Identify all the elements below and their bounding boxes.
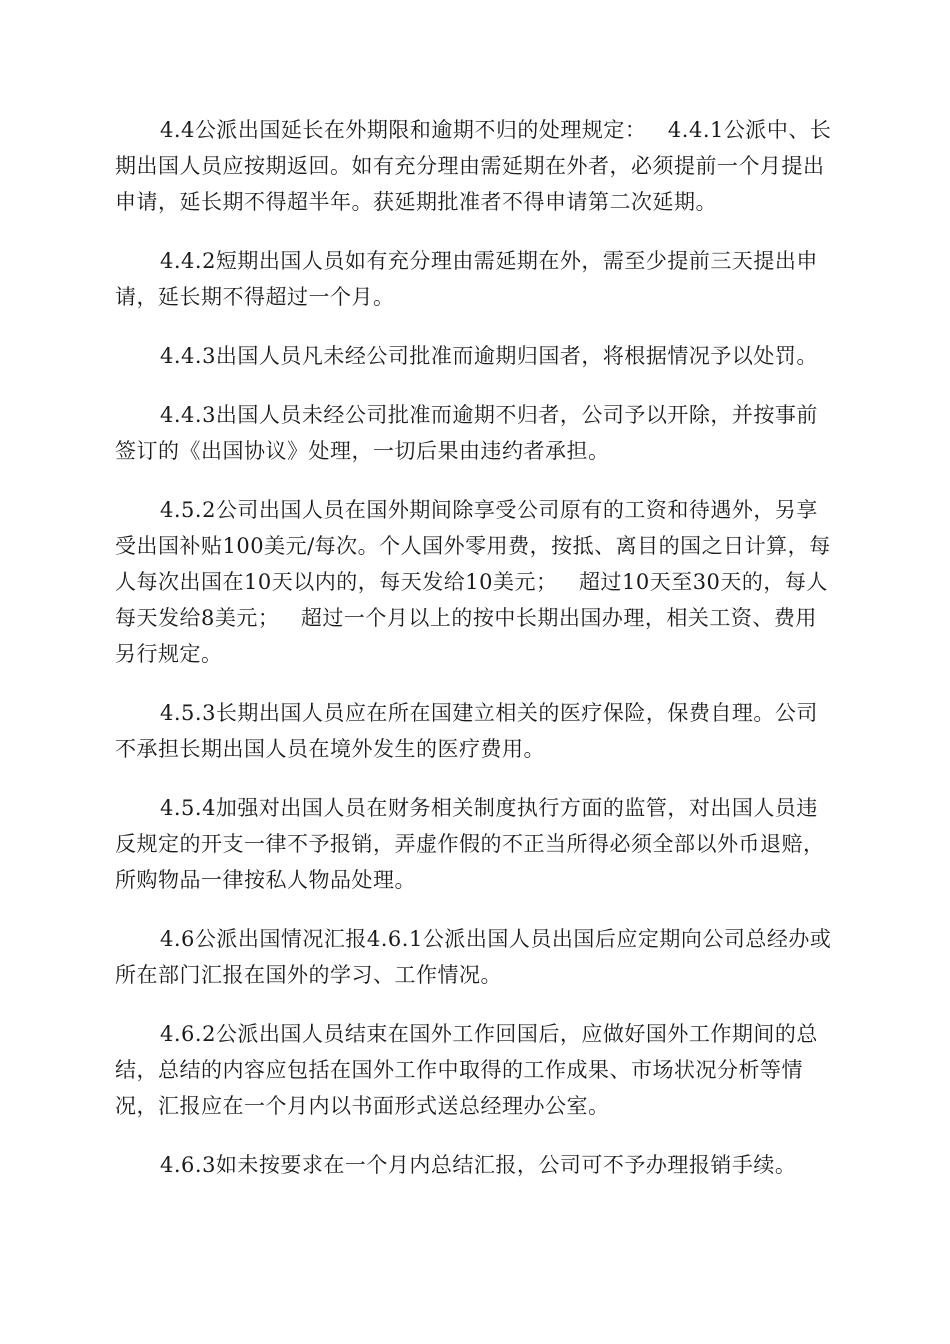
paragraph-4-6-1: 4.6公派出国情况汇报4.6.1公派出国人员出国后应定期向公司总经办或所在部门汇报在国外的学习、工作情况。	[115, 927, 832, 987]
paragraph-4-5-4: 4.5.4加强对出国人员在财务相关制度执行方面的监管，对出国人员违反规定的开支一律不予报销，弄虚作假的不正当所得必须全部以外币退赔，所购物品一律按私人物品处理。	[115, 796, 825, 892]
paragraph-4-4-1: 4.4公派出国延长在外期限和逾期不归的处理规定： 4.4.1公派中、长期出国人员应按期返回。如有充分理由需延期在外者，必须提前一个月提出申请，延长期不得超半年。获延期批准者不得申请第二次延期。	[115, 118, 832, 214]
paragraph-4-6-3: 4.6.3如未按要求在一个月内总结汇报，公司可不予办理报销手续。	[160, 1153, 797, 1177]
paragraph-4-4-3-b: 4.4.3出国人员未经公司批准而逾期不归者，公司予以开除，并按事前签订的《出国协议》处理，一切后果由违约者承担。	[115, 403, 818, 463]
paragraph-4-5-2: 4.5.2公司出国人员在国外期间除享受公司原有的工资和待遇外，另享受出国补贴100美元/每次。个人国外零用费，按抵、离目的国之日计算，每人每次出国在10天以内的，每天发给10美元； 超过10天至30天的，每人每天发给8美元； 超过一个月以上的按中长期出国办理，相关工资、费用另行规定。	[115, 498, 831, 666]
document-body	[115, 112, 837, 1206]
paragraph-4-5-3: 4.5.3长期出国人员应在所在国建立相关的医疗保险，保费自理。公司不承担长期出国人员在境外发生的医疗费用。	[115, 701, 818, 761]
paragraph-4-6-2: 4.6.2公派出国人员结束在国外工作回国后，应做好国外工作期间的总结，总结的内容应包括在国外工作中取得的工作成果、市场状况分析等情况，汇报应在一个月内以书面形式送总经理办公室。	[115, 1022, 818, 1118]
paragraph-4-4-3-a: 4.4.3出国人员凡未经公司批准而逾期归国者，将根据情况予以处罚。	[160, 344, 818, 368]
paragraph-4-4-2: 4.4.2短期出国人员如有充分理由需延期在外，需至少提前三天提出申请，延长期不得超过一个月。	[115, 249, 818, 309]
